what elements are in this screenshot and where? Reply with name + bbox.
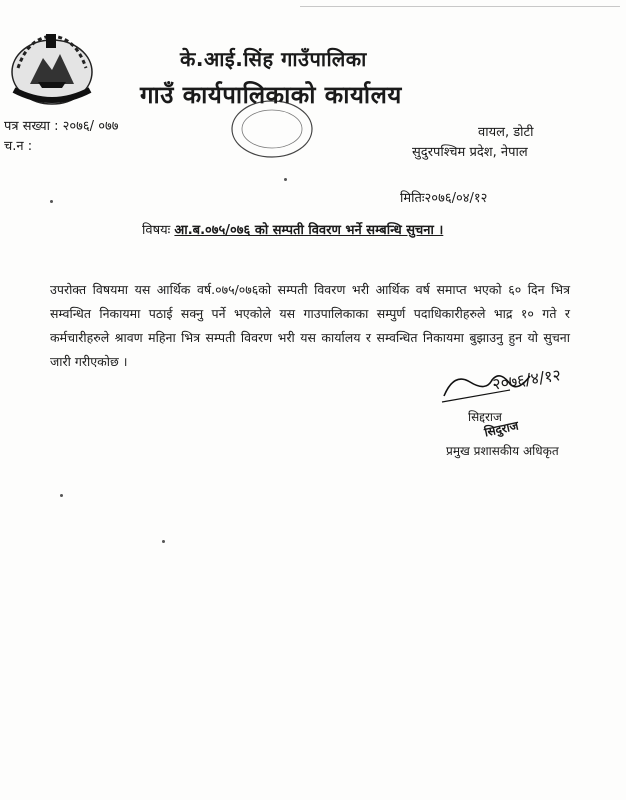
subject-text: आ.ब.०७५/०७६ को सम्पती विवरण भर्ने सम्बन्धि सुचना । [174, 223, 444, 238]
body-paragraph: उपरोक्त विषयमा यस आर्थिक वर्ष.०७५/०७६को सम्पती विवरण भरी आर्थिक वर्ष समाप्त भएको ६० दिन भित्र सम्वन्धित निकायमा पठाई सक्नु पर्ने भएकोले यस गाउपालिकाका सम्पुर्ण पदाधिकारीहरुले भाद्र १० गते र कर्मचारीहरुले श्रावण महिना भित्र सम्पती विवरण भरी यस कार्यालय र सम्वन्धित निकायमा बुझाउनु हुन यो सुचना जारी गरीएकोछ । [50, 282, 570, 369]
signer-designation: प्रमुख प्रशासकीय अधिकृत [446, 444, 559, 458]
scan-edge-line [300, 6, 620, 7]
signer-name: सिद्दराज [468, 410, 502, 424]
subject-label: विषयः [142, 223, 171, 238]
office-name: गाउँ कार्यपालिकाको कार्यालय [140, 81, 402, 109]
subject-line [142, 220, 443, 238]
letter-number: पत्र सख्या : २०७६/ ०७७ [4, 119, 119, 134]
dispatch-number: च.न : [4, 139, 33, 154]
signer-stamp-name: सिदुराज [483, 418, 520, 440]
address-line-2: सुदुरपश्चिम प्रदेश, नेपाल [412, 145, 528, 160]
org-name: के.आई.सिंह गाउँपालिका [180, 47, 367, 71]
scan-dot [162, 540, 165, 543]
signature-date: २०७६/४/१२ [491, 365, 563, 394]
letter-date: मितिः२०७६/०४/१२ [400, 191, 488, 206]
nepal-emblem-logo [8, 28, 96, 108]
address-line-1: वायल, डोटी [478, 125, 534, 140]
scan-dot [284, 178, 287, 181]
scan-dot [60, 494, 63, 497]
scan-dot [50, 200, 53, 203]
